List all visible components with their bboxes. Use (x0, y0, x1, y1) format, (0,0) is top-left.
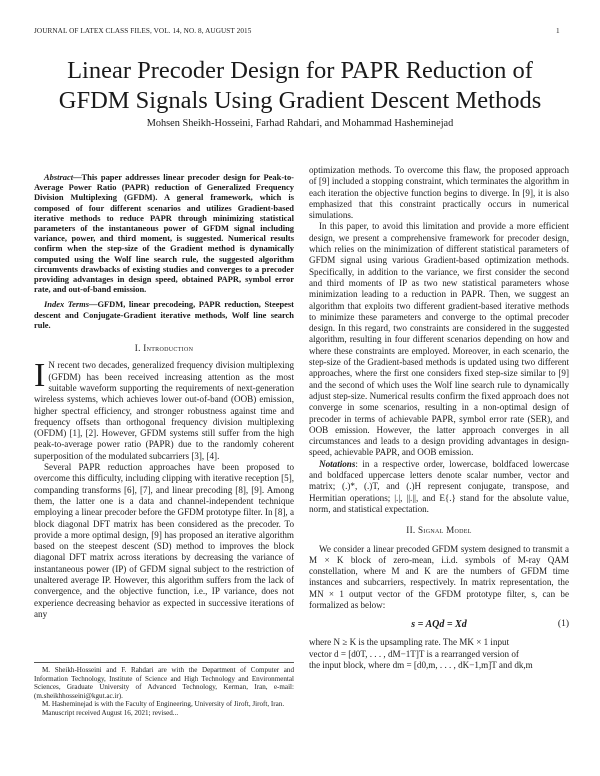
section-heading-introduction: I. Introduction (134, 343, 194, 354)
drop-cap: I (34, 357, 46, 395)
intro-paragraph-1: I N recent two decades, generalized frequency division multiplexing (GFDM) has been received increasing attention as the most suitable waveform supporting the requirements of next-generation wireless systems, which achieves lower out-of-band (OOB) emission, higher spectral efficiency, and stronger robustness against time and frequency offsets than orthogonal frequency division multiplexing (OFDM) [1], [2]. However, GFDM systems still suffer from the high peak-to-average power ratio (PAPR) due to the randomly coherent superposition of the modulated subcarriers [3], [4]. (34, 357, 294, 461)
index-terms-label: Index Terms (44, 299, 89, 310)
notations-paragraph: Notations: in a respective order, lowercase, boldfaced lowercase and boldfaced uppercase letters denote scalar number, vector and matrix; (.)*, (.)T, and (.)H represent conjugate, transpose, and Hermitian operations; |.|, ||.||, and E{.} stand for the absolute value, norm, and statistical expectation. (309, 458, 569, 514)
abstract: Abstract—This paper addresses linear precoder design for Peak-to-Average Power Ratio (PAPR) reduction of Generalized Frequency Division Multiplexing (GFDM). A general framework, which is composed of four different scenarios and utilizes Gradient-based iterative methods to reduce PAPR through minimizing statistical parameters of the instantaneous power of GFDM signal including variance, power, and third moment, is suggested. Numerical results confirm when the step-size of the Gradient method is dynamically computed using the Wolf line search rule, the suggested algorithm circumvents drawbacks of existing studies and converges to a precoder providing advantages in design speed, obtained PAPR, symbol error rate, and out-of-band emission. (34, 172, 294, 295)
notations-label: Notations (319, 458, 356, 469)
signal-model-paragraph: We consider a linear precoded GFDM system designed to transmit a M × K block of zero-mean, i.i.d. symbols of M-ray QAM constellation, where M and K are the numbers of GFDM time instances and subcarriers, respectively. In matrix representation, the MN × 1 output vector of the GFDM prototype filter, s, can be formalized as below: (309, 543, 569, 610)
equation-number: (1) (557, 619, 569, 630)
abstract-text: This paper addresses linear precoder design for Peak-to-Average Power Ratio (PAPR) reduction of Generalized Frequency Division Multiplexing (GFDM). A general framework, which is composed of four different scenarios and utilizes Gradient-based iterative methods to reduce PAPR through minimizing statistical parameters of the instantaneous power of GFDM signal including variance, power, and third moment, is suggested. Numerical results confirm when the step-size of the Gradient method is dynamically computed using the Wolf line search rule, the suggested algorithm circumvents drawbacks of existing studies and converges to a precoder providing advantages in design speed, obtained PAPR, symbol error rate, and out-of-band emission. (34, 172, 294, 295)
right-paragraph-2: In this paper, to avoid this limitation and provide a more efficient design, we present a comprehensive framework for precoder design, which relies on the minimization of different statistical parameters of GFDM signal using various Gradient-based optimization methods. Specifically, in addition to the variance, we first consider the second and third moments of IP as two new statistical parameters whose minimization leading to a reduction in PAPR. Then, we suggest an algorithm that exploits two different gradient-based iterative methods to minimize these parameters and converge to the optimal precoder design. In this regard, two constraints are considered in the suggested algorithm, resulting in four different scenarios depending on how and where these constraints are employed. Moreover, in each scenario, the step-size of the Gradient-based methods is updated using two different approaches, where the first one considers fixed step-size similar to [9] and the second of which uses the Wolf line search rule to dynamically adjust step-size. Numerical results confirm the fixed approach does not converge in some scenarios, resulting in a non-optimal design of precoder in terms of achievable PAPR, symbol error rate (SER), and OOB emission. However, the latter approach converges in all circumstances and leads to a design providing advantages in design-speed, achievable PAPR, and OOB emission. (309, 221, 569, 458)
signal-model-continuation-3: the input block, where dm = [d0,m, . . . , dK−1,m]T and dk,m (309, 659, 533, 670)
index-terms: Index Terms—GFDM, linear precodeing, PAPR reduction, Steepest descent and Conjugate-Gradient iterative methods, Wolf line search rule. (34, 299, 294, 330)
footnote-manuscript: Manuscript received August 16, 2021; revised... (42, 708, 179, 717)
left-column (34, 172, 294, 620)
footnote-affiliation-2: M. Hasheminejad is with the Faculty of Engineering, University of Jiroft, Jiroft, Iran. (42, 700, 285, 709)
signal-model-continuation-2: vector d = [d0T, . . . , dM−1T]T is a rearranged version of (309, 648, 519, 659)
equation-body: s = AQd = Xd (411, 619, 467, 631)
running-header: JOURNAL OF LATEX CLASS FILES, VOL. 14, NO. 8, AUGUST 2015 (34, 27, 252, 35)
section-heading-signal-model: II. Signal Model (406, 525, 472, 536)
authors: Mohsen Sheikh-Hosseini, Farhad Rahdari, and Mohammad Hasheminejad (146, 118, 454, 129)
index-terms-text: GFDM, linear precodeing, PAPR reduction, Steepest descent and Conjugate-Gradient iterative methods, Wolf line search rule. (34, 299, 294, 330)
equation-1 (309, 615, 569, 637)
abstract-label: Abstract (44, 172, 74, 182)
right-paragraph-1: optimization methods. To overcome this flaw, the proposed approach of [9] included a stopping constraint, which terminates the algorithm in each iteration the objective function begins to diverge. In [9], it is also emphasized that this constraint practically occurs in numerical simulations. (309, 165, 569, 221)
page-number: 1 (556, 27, 560, 35)
footnote-rule (34, 662, 294, 663)
right-column (309, 165, 569, 671)
intro-paragraph-2: Several PAPR reduction approaches have been proposed to overcome this difficulty, including clipping with iterative reception [5], companding transforms [6], [7], and linear precoding [8], [9]. Among them, the latter one is a data and channel-independent technique employing a linear precoder before the GFDM prototype filter. In [8], a block diagonal DFT matrix has been considered as the precoder. To provide a more optimal design, [9] has proposed an iterative algorithm based on the steepest descent (SD) method to improves the block diagonal DFT matrix across iterations by decreasing the variance of instantaneous power (IP) of GFDM signal subject to the restriction of unaltered average IP. However, this algorithm suffers from the lack of convergence, and the objective function, i.e., IP variance, does not experience decreasing behavior as expected in successive iterations of any (34, 462, 294, 619)
footnotes (34, 666, 294, 718)
paper-title: Linear Precoder Design for PAPR Reduction of GFDM Signals Using Gradient Descent Methods (58, 57, 542, 114)
signal-model-continuation-1: where N ≥ K is the upsampling rate. The MK × 1 input (309, 637, 510, 648)
footnote-affiliation-1: M. Sheikh-Hosseini and F. Rahdari are with the Department of Computer and Information Technology, Institute of Science and High Technology and Environmental Sciences, Graduate University of Advanced Technology, Kerman, Iran, e-mail: (m.sheikhhosseini@kgut.ac.ir). (34, 666, 294, 700)
